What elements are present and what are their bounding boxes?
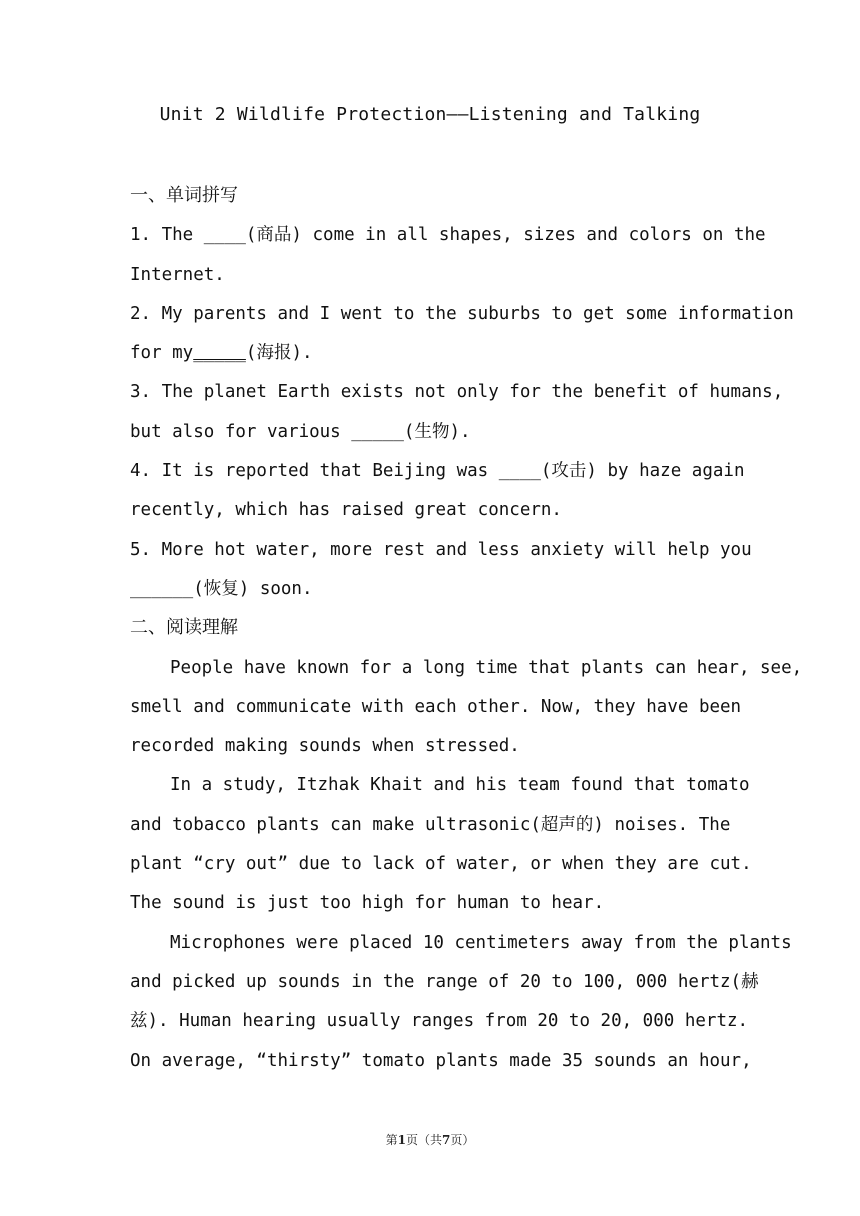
footer-prefix: 第 (385, 1133, 398, 1147)
question-line: 1. The ____(商品) come in all shapes, sizes and colors on the (130, 225, 766, 246)
question-line: 5. More hot water, more rest and less anxiety will help you (130, 539, 752, 560)
passage-line: 兹). Human hearing usually ranges from 20 to 20, 000 hertz. (130, 1011, 749, 1032)
section-heading-spelling: 一、单词拼写 (130, 185, 238, 206)
passage-line: On average, “thirsty” tomato plants made 35 sounds an hour, (130, 1050, 752, 1071)
question-line: but also for various _____(生物). (130, 421, 471, 442)
question-line: 3. The planet Earth exists not only for the benefit of humans, (130, 382, 784, 403)
question-line (130, 340, 730, 379)
footer-middle: 页（共 (405, 1133, 442, 1147)
passage-line: People have known for a long time that plants can hear, see, (170, 657, 803, 678)
document-body (130, 183, 803, 1087)
question-line: 4. It is reported that Beijing was ____(攻击) by haze again (130, 461, 745, 482)
question-line: ______(恢复) soon. (130, 578, 313, 599)
passage-line: In a study, Itzhak Khait and his team found that tomato (170, 775, 750, 796)
passage-line: smell and communicate with each other. Now, they have been (130, 696, 742, 717)
question-line: 2. My parents and I went to the suburbs to get some information (130, 303, 794, 324)
footer-suffix: 页） (450, 1133, 475, 1147)
passage-line: Microphones were placed 10 centimeters away from the plants (170, 932, 792, 953)
question-line: Internet. (130, 264, 225, 285)
footer-page-number: 1 (397, 1133, 406, 1147)
question-hint: (海报). (245, 343, 313, 364)
question-text: for my (130, 343, 194, 364)
document-title: Unit 2 Wildlife Protection——Listening and Talking (159, 104, 701, 125)
passage-line: The sound is just too high for human to hear. (130, 893, 605, 914)
answer-blank: _____ (193, 343, 246, 364)
passage-line: recorded making sounds when stressed. (130, 736, 520, 757)
passage-line: and tobacco plants can make ultrasonic(超声的) noises. The (130, 814, 731, 835)
footer-total-pages: 7 (442, 1133, 451, 1147)
section-heading-reading: 二、阅读理解 (130, 617, 238, 639)
page-footer (0, 1131, 860, 1148)
question-line: recently, which has raised great concern. (130, 500, 562, 521)
passage-line: plant “cry out” due to lack of water, or when they are cut. (130, 854, 752, 875)
passage-line: and picked up sounds in the range of 20 to 100, 000 hertz(赫 (130, 971, 759, 992)
